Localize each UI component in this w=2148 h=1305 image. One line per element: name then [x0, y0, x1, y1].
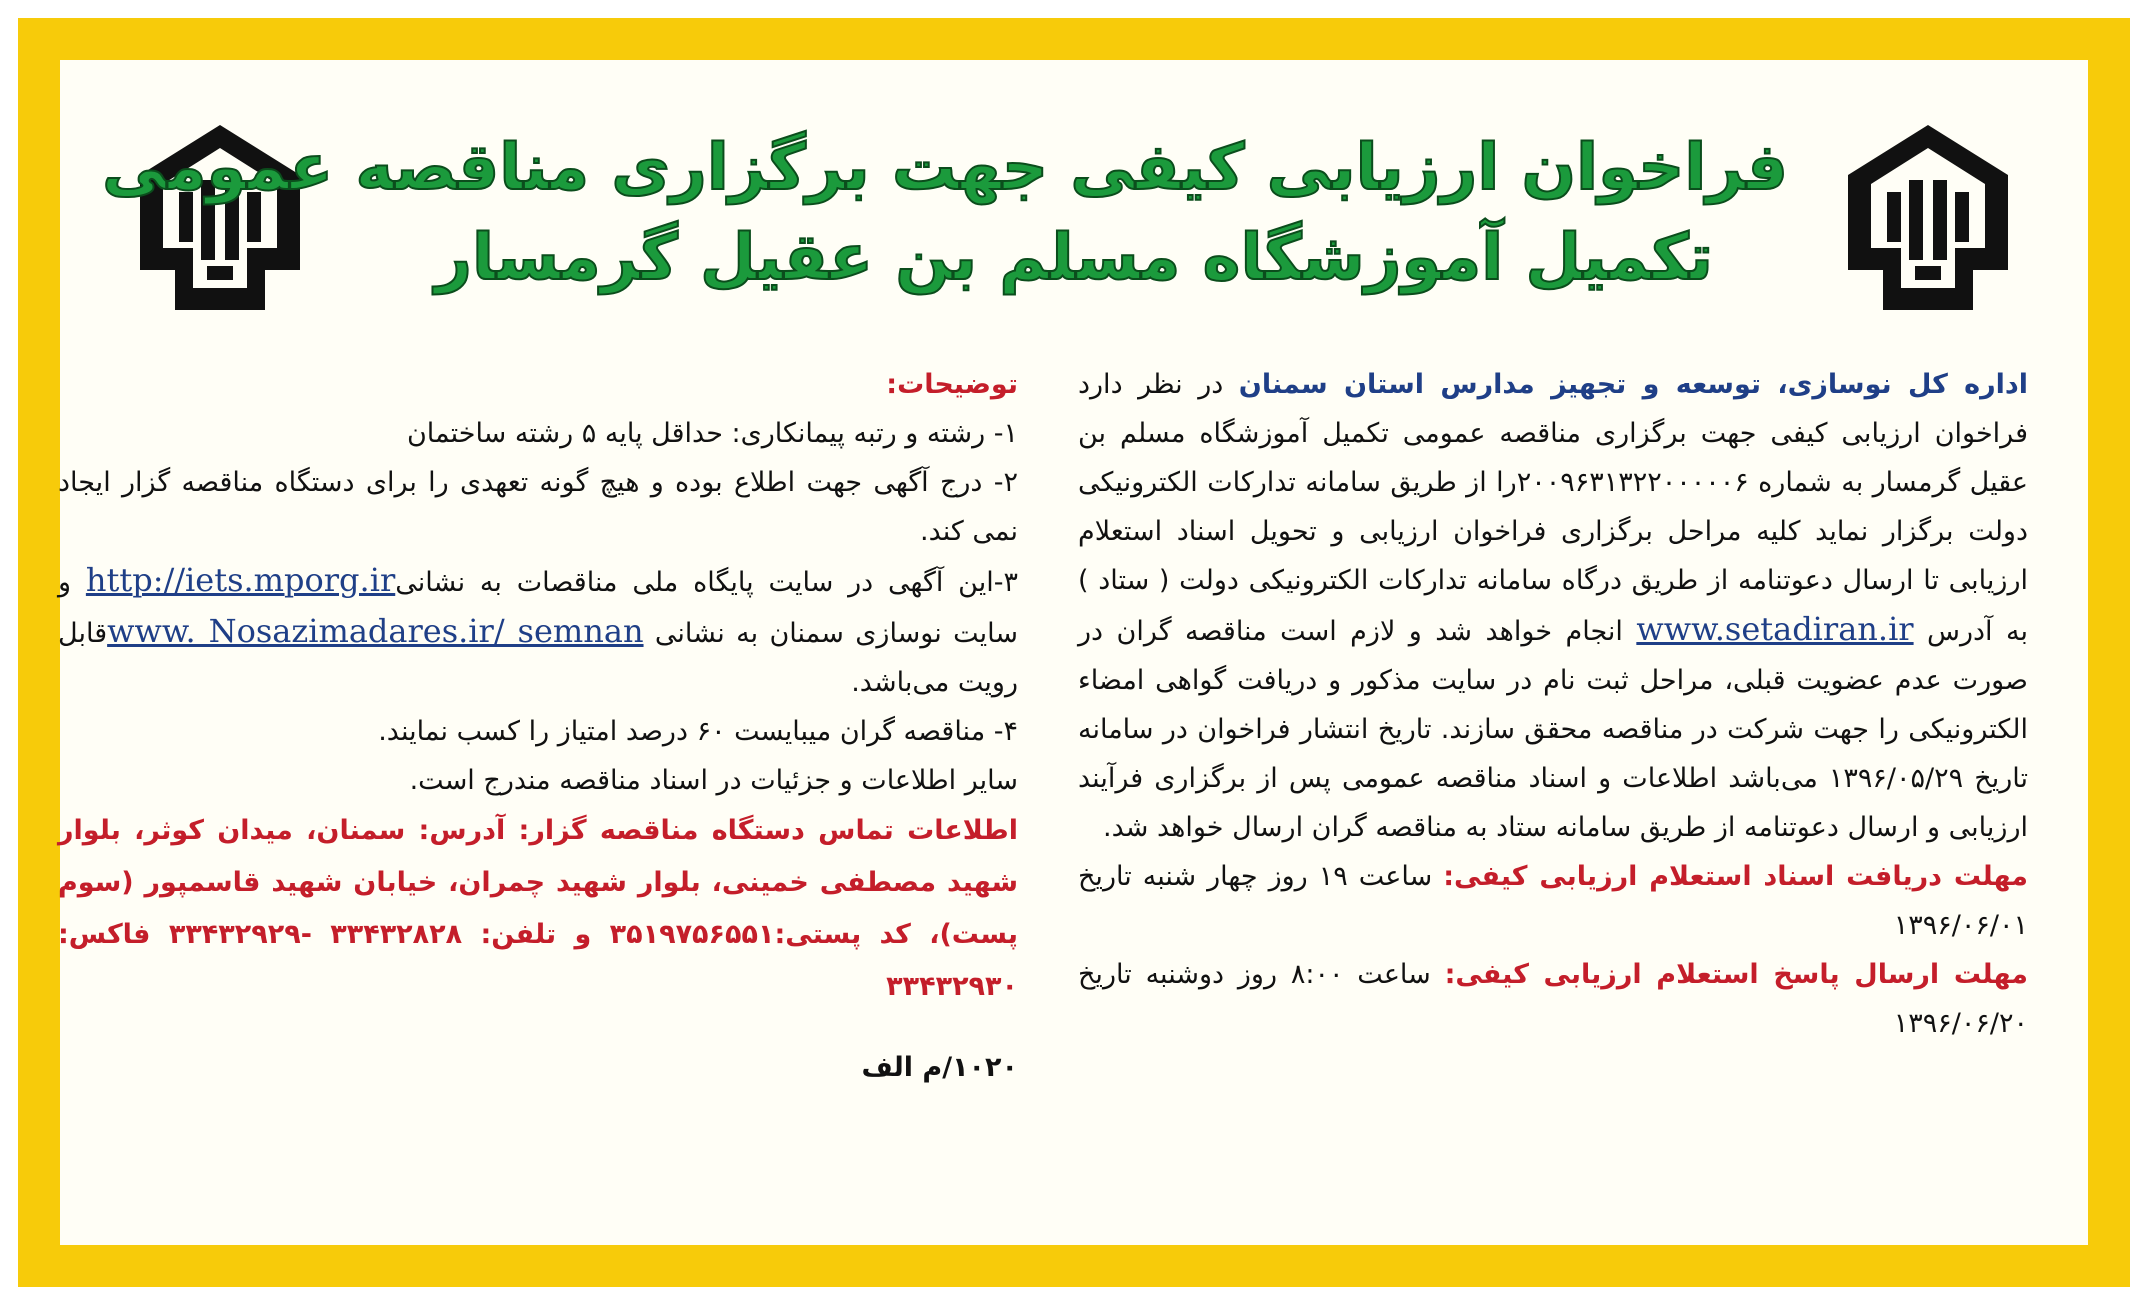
deadline-receive-label: مهلت دریافت اسناد استعلام ارزیابی کیفی: — [1443, 861, 2029, 892]
notes-section — [58, 360, 1018, 1092]
note-item-3 — [58, 556, 1018, 707]
deadline-submit-value: ساعت ۸:۰۰ روز دوشنبه تاریخ ۱۳۹۶/۰۶/۲۰ — [1078, 959, 2028, 1039]
deadline-submit-label: مهلت ارسال پاسخ استعلام ارزیابی کیفی: — [1444, 959, 2028, 990]
ad-frame — [18, 18, 2130, 1287]
announcement-paragraph — [1078, 360, 2028, 852]
announcement-text-b: انجام خواهد شد و لازم است مناقصه گران در صورت عدم عضویت قبلی، مراحل ثبت نام در سایت مذکور و دریافت گواهی امضاء الکترونیکی را جهت شرکت در مناقصه محقق سازند. تاریخ انتشار فراخوان در سامانه تاریخ ۱۳۹۶/۰۵/۲۹ می‌باشد اطلاعات و اسناد مناقصه عمومی پس از برگزاری فرآیند ارزیابی و ارسال دعوتنامه از طریق سامانه ستاد به مناقصه گران ارسال خواهد شد. — [1078, 616, 2028, 843]
note-item-4: ۴- مناقصه گران میبایست ۶۰ درصد امتیاز را کسب نمایند. — [378, 716, 1018, 747]
nosazi-link[interactable]: www. Nosazimadares.ir/ semnan — [107, 612, 644, 650]
org-name: اداره کل نوسازی، توسعه و تجهیز مدارس استان سمنان — [1238, 369, 2028, 400]
notes-heading: توضیحات: — [886, 369, 1018, 400]
contact-info: اطلاعات تماس دستگاه مناقصه گزار: آدرس: سمنان، میدان کوثر، بلوار شهید مصطفی خمینی، بلوار شهید چمران، خیابان شهید قاسمپور (سوم پست)، کد پستی:۳۵۱۹۷۵۶۵۵۱ و تلفن: ۳۳۴۳۲۸۲۸ -۳۳۴۳۲۹۲۹ فاکس: ۳۳۴۳۲۹۳۰ — [58, 815, 1019, 1002]
reference-code: ۱۰۲۰/م الف — [861, 1052, 1018, 1083]
ad-panel — [60, 60, 2088, 1245]
deadline-receive — [1078, 852, 2028, 950]
note-item-3-text-c: قابل رویت می‌باشد. — [58, 618, 1018, 698]
note-item-3-text-a: ۳-این آگهی در سایت پایگاه ملی مناقصات به نشانی — [395, 567, 1018, 598]
announcement-body — [1078, 360, 2028, 1048]
setad-link[interactable]: www.setadiran.ir — [1636, 610, 1914, 648]
deadline-receive-value: ساعت ۱۹ روز چهار شنبه تاریخ ۱۳۹۶/۰۶/۰۱ — [1078, 861, 2028, 941]
note-item-3-text-b: و سایت نوسازی سمنان به نشانی — [58, 567, 1018, 649]
announcement-text-a: در نظر دارد فراخوان ارزیابی کیفی جهت برگزاری مناقصه عمومی تکمیل آموزشگاه مسلم بن عقیل گرمسار به شماره ۲۰۰۹۶۳۱۳۲۲۰۰۰۰۰۶را از طریق سامانه تدارکات الکترونیکی دولت برگزار نماید کلیه مراحل برگزاری فراخوان ارزیابی و تحویل اسناد استعلام ارزیابی تا ارسال دعوتنامه از طریق درگاه سامانه تدارکات الکترونیکی دولت ( ستاد ) به آدرس — [1078, 369, 2028, 647]
note-item-1: ۱- رشته و رتبه پیمانکاری: حداقل پایه ۵ رشته ساختمان — [406, 418, 1018, 449]
other-info: سایر اطلاعات و جزئیات در اسناد مناقصه مندرج است. — [409, 765, 1018, 796]
education-emblem-icon — [1843, 120, 2013, 320]
ad-title-line2: تکمیل آموزشگاه مسلم بن عقیل گرمسار — [435, 221, 1713, 295]
deadline-submit — [1078, 950, 2028, 1048]
iets-link[interactable]: http://iets.mporg.ir — [85, 561, 396, 599]
note-item-2: ۲- درج آگهی جهت اطلاع بوده و هیچ گونه تعهدی را برای دستگاه مناقصه گزار ایجاد نمی کند. — [58, 467, 1018, 547]
ad-title-line1: فراخوان ارزیابی کیفی جهت برگزاری مناقصه عمومی — [102, 131, 1788, 205]
